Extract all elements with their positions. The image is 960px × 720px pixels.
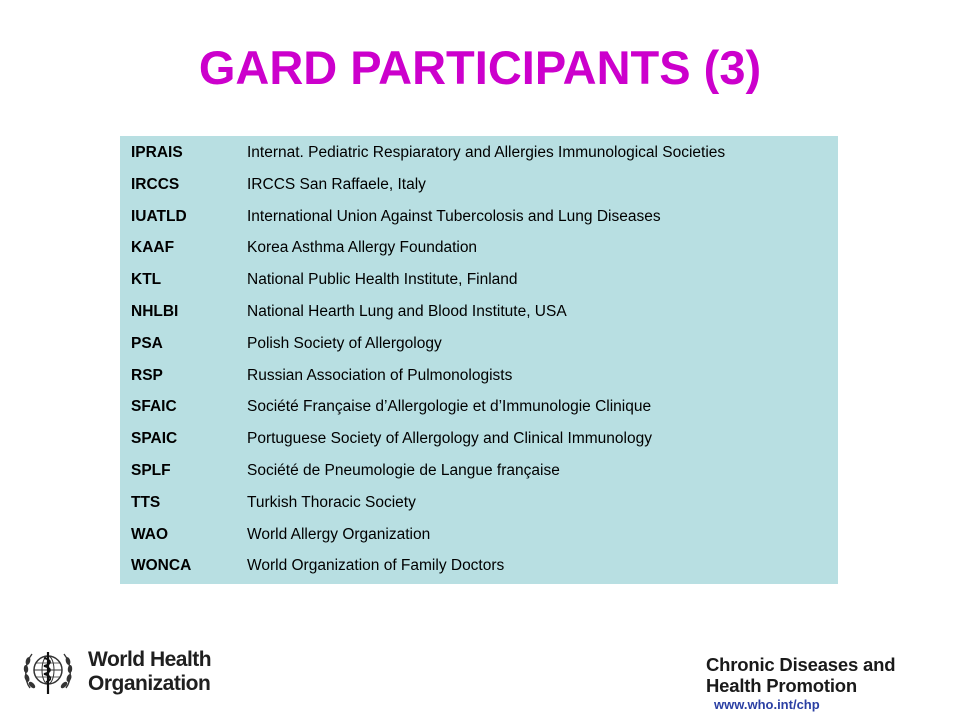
table-row bbox=[120, 455, 838, 486]
row-abbreviation: NHLBI bbox=[131, 303, 179, 320]
who-name bbox=[88, 648, 211, 696]
who-name-line2: Organization bbox=[88, 672, 211, 695]
row-abbreviation: TTS bbox=[131, 493, 161, 511]
row-abbreviation: IRCCS bbox=[131, 175, 180, 193]
row-full-name: Polish Society of Allergology bbox=[247, 334, 442, 352]
row-abbreviation: PSA bbox=[131, 334, 163, 352]
row-abbreviation: SPAIC bbox=[131, 430, 178, 448]
table-row bbox=[120, 232, 838, 263]
row-full-name: International Union Against Tubercolosis and Lung Diseases bbox=[247, 207, 661, 225]
row-full-name: Turkish Thoracic Society bbox=[247, 493, 416, 511]
table-row bbox=[120, 519, 838, 550]
website-url[interactable]: www.who.int/chp bbox=[714, 697, 820, 712]
row-full-name: Société de Pneumologie de Langue française bbox=[247, 462, 560, 479]
row-full-name: Korea Asthma Allergy Foundation bbox=[247, 239, 478, 257]
row-full-name: Russian Association of Pulmonologists bbox=[247, 366, 513, 384]
table-row bbox=[120, 201, 838, 232]
chp-department bbox=[706, 654, 895, 696]
chp-line2: Health Promotion bbox=[706, 675, 857, 696]
participants-table bbox=[120, 136, 838, 584]
row-full-name: National Public Health Institute, Finland bbox=[247, 271, 518, 289]
table-row bbox=[120, 328, 838, 359]
table-row bbox=[120, 360, 838, 391]
row-abbreviation: KTL bbox=[131, 271, 162, 289]
table-row bbox=[120, 169, 838, 200]
table-row bbox=[120, 296, 838, 327]
chp-line1: Chronic Diseases and bbox=[706, 654, 896, 675]
row-abbreviation: WONCA bbox=[131, 557, 192, 575]
table-row bbox=[120, 550, 838, 581]
row-full-name: Société Française d’Allergologie et d’Immunologie Clinique bbox=[247, 398, 652, 416]
row-abbreviation: SPLF bbox=[131, 462, 171, 479]
page-title: GARD PARTICIPANTS (3) bbox=[198, 41, 762, 94]
row-full-name: National Hearth Lung and Blood Institute, USA bbox=[247, 303, 567, 320]
row-abbreviation: IUATLD bbox=[131, 207, 187, 225]
row-abbreviation: WAO bbox=[131, 525, 169, 543]
table-row bbox=[120, 487, 838, 518]
who-emblem-icon bbox=[20, 644, 76, 700]
who-logo bbox=[20, 644, 220, 700]
table-row bbox=[120, 264, 838, 295]
table-row bbox=[120, 423, 838, 454]
row-full-name: Internat. Pediatric Respiaratory and Allergies Immunological Societies bbox=[247, 144, 726, 161]
row-abbreviation: SFAIC bbox=[131, 398, 177, 416]
table-row bbox=[120, 391, 838, 422]
row-full-name: World Organization of Family Doctors bbox=[247, 557, 505, 575]
row-full-name: Portuguese Society of Allergology and Clinical Immunology bbox=[247, 430, 652, 448]
row-abbreviation: IPRAIS bbox=[131, 144, 183, 161]
who-name-line1: World Health bbox=[88, 648, 212, 671]
row-full-name: IRCCS San Raffaele, Italy bbox=[247, 175, 426, 193]
row-full-name: World Allergy Organization bbox=[247, 525, 431, 543]
row-abbreviation: RSP bbox=[131, 366, 163, 384]
row-abbreviation: KAAF bbox=[131, 239, 175, 257]
table-row bbox=[120, 137, 838, 168]
